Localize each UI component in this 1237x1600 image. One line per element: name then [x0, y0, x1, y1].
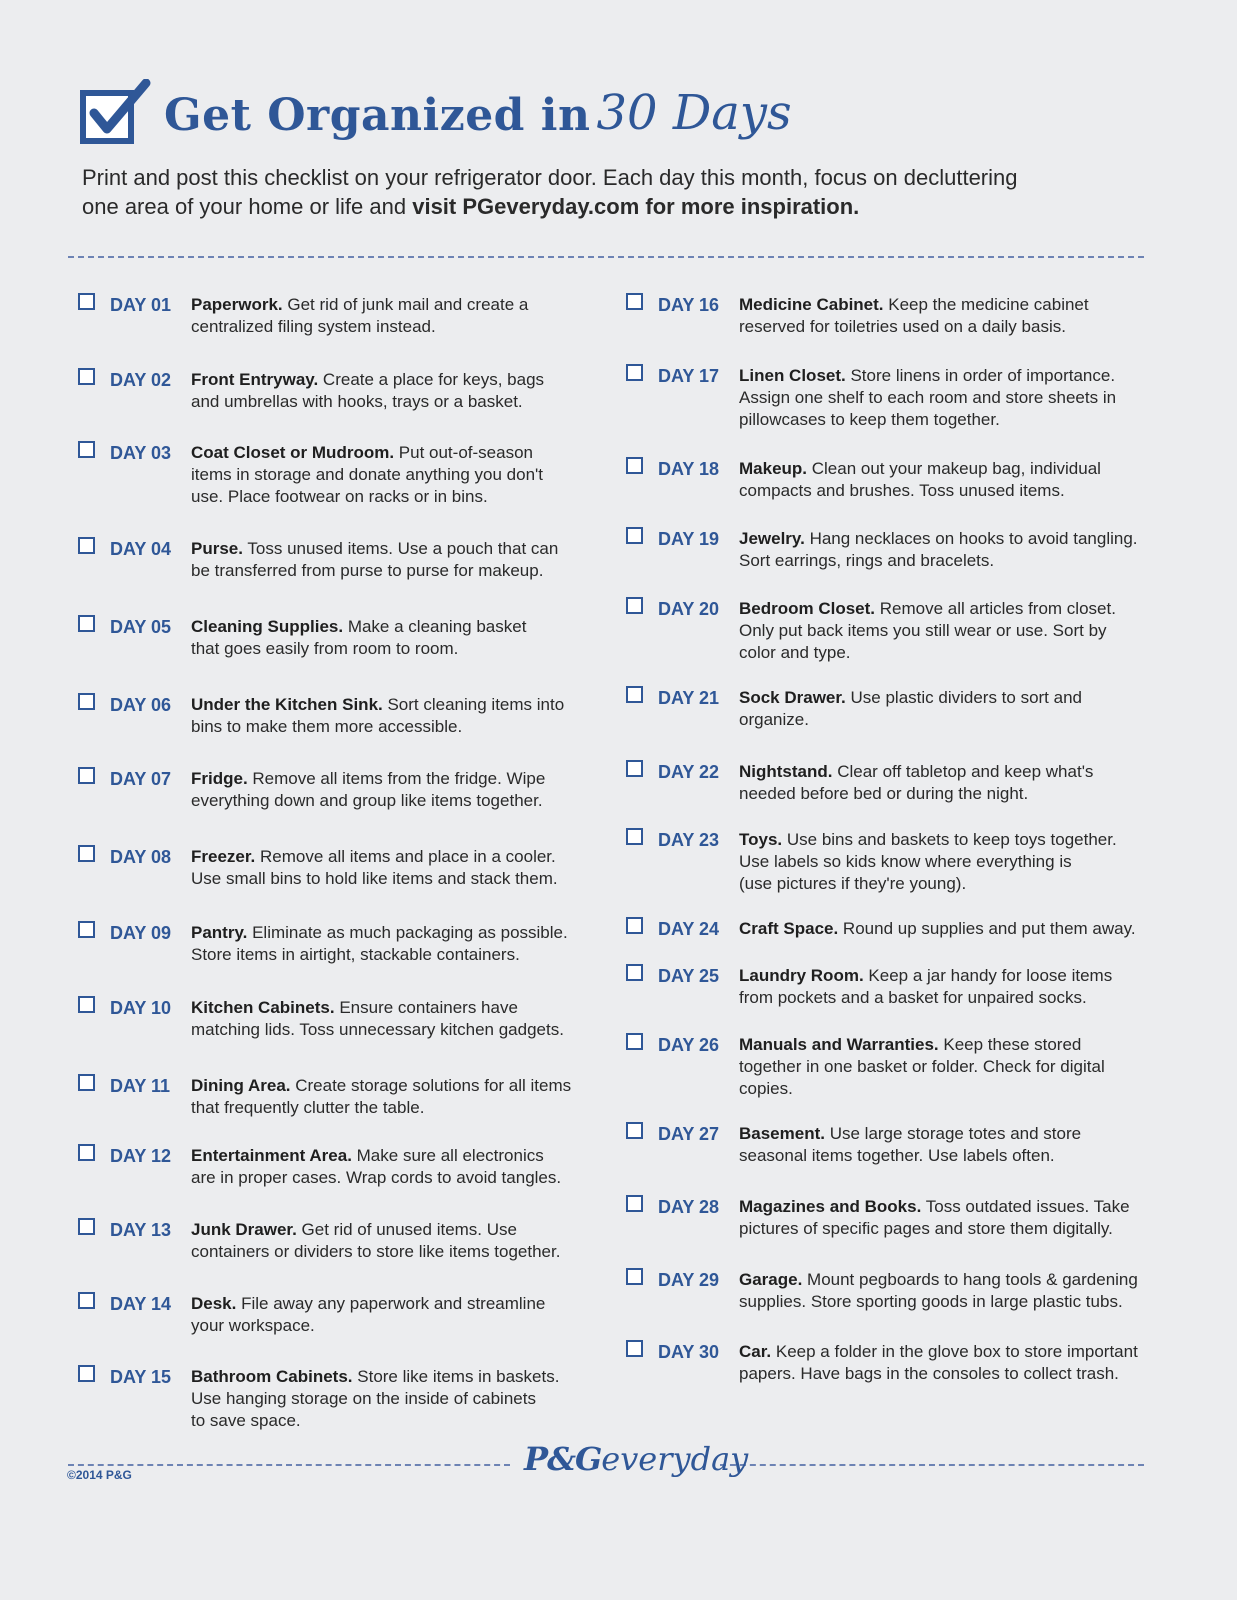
task-description: [739, 1269, 1138, 1313]
intro-line-2-plain: one area of your home or life and: [82, 194, 413, 219]
logo-pg: P&G: [524, 1440, 602, 1478]
day-label: DAY 26: [658, 1035, 720, 1055]
task-first-line: [191, 1293, 545, 1315]
checkbox[interactable]: [626, 364, 643, 381]
task-first-line: [739, 365, 1116, 387]
checkbox[interactable]: [78, 368, 95, 385]
checklist-item: [626, 759, 1093, 805]
day-label: DAY 06: [110, 695, 172, 715]
task-text: Store linens in order of importance.: [845, 366, 1116, 385]
task-title: Fridge.: [191, 769, 248, 788]
footer-divider-left: [68, 1464, 510, 1466]
task-text: Put out-of-season: [394, 443, 533, 462]
checklist-item: [78, 844, 558, 890]
task-title: Paperwork.: [191, 295, 283, 314]
task-text-line: and umbrellas with hooks, trays or a basket.: [191, 392, 523, 411]
task-title: Craft Space.: [739, 919, 839, 938]
intro-text: [82, 163, 1142, 221]
top-divider: [68, 256, 1144, 258]
day-label: DAY 25: [658, 966, 720, 986]
task-text: Eliminate as much packaging as possible.: [247, 923, 568, 942]
checkbox[interactable]: [78, 1144, 95, 1161]
task-first-line: [739, 528, 1138, 550]
checkbox[interactable]: [78, 996, 95, 1013]
checkbox[interactable]: [78, 693, 95, 710]
task-title: Under the Kitchen Sink.: [191, 695, 383, 714]
checkbox[interactable]: [626, 760, 643, 777]
checklist-item: [626, 1267, 1138, 1313]
checklist-item: [78, 614, 526, 660]
checkbox[interactable]: [78, 767, 95, 784]
day-label: DAY 03: [110, 443, 172, 463]
page-title-script: 30 Days: [596, 85, 792, 141]
task-text-line: centralized filing system instead.: [191, 317, 436, 336]
checkbox[interactable]: [626, 686, 643, 703]
day-label: DAY 22: [658, 762, 720, 782]
task-text-line: that frequently clutter the table.: [191, 1098, 425, 1117]
task-title: Nightstand.: [739, 762, 833, 781]
task-text-line: your workspace.: [191, 1316, 315, 1335]
checkbox[interactable]: [78, 921, 95, 938]
task-text-line: from pockets and a basket for unpaired socks.: [739, 988, 1087, 1007]
task-text-line: containers or dividers to store like items together.: [191, 1242, 561, 1261]
checklist-item: [626, 685, 1082, 731]
task-first-line: [739, 598, 1116, 620]
task-first-line: [191, 294, 528, 316]
day-label: DAY 01: [110, 295, 172, 315]
task-text-line: needed before bed or during the night.: [739, 784, 1029, 803]
checkbox[interactable]: [78, 537, 95, 554]
task-first-line: [739, 918, 1136, 940]
day-label: DAY 29: [658, 1270, 720, 1290]
pg-everyday-logo: [524, 1440, 748, 1478]
task-text: Use bins and baskets to keep toys together.: [782, 830, 1117, 849]
task-title: Laundry Room.: [739, 966, 864, 985]
task-first-line: [191, 768, 545, 790]
day-label: DAY 16: [658, 295, 720, 315]
task-text-line: to save space.: [191, 1411, 301, 1430]
task-title: Purse.: [191, 539, 243, 558]
task-title: Front Entryway.: [191, 370, 319, 389]
task-text: Clear off tabletop and keep what's: [832, 762, 1094, 781]
task-text-line: compacts and brushes. Toss unused items.: [739, 481, 1065, 500]
day-label: DAY 19: [658, 529, 720, 549]
task-title: Bedroom Closet.: [739, 599, 876, 618]
checklist-item: [626, 596, 1116, 664]
task-text-line: reserved for toiletries used on a daily basis.: [739, 317, 1066, 336]
task-text: Toss outdated issues. Take: [921, 1197, 1130, 1216]
checklist-item: [626, 963, 1112, 1009]
checklist-item: [78, 440, 543, 508]
task-first-line: [191, 1366, 559, 1388]
checklist-item: [78, 995, 564, 1041]
task-description: [191, 1293, 545, 1337]
checklist-item: [78, 1143, 561, 1189]
day-label: DAY 04: [110, 539, 172, 559]
task-title: Dining Area.: [191, 1076, 291, 1095]
task-description: [191, 1145, 561, 1189]
task-text-line: that goes easily from room to room.: [191, 639, 459, 658]
logo-everyday: everyday: [601, 1440, 749, 1478]
day-label: DAY 13: [110, 1220, 172, 1240]
task-text-line: supplies. Store sporting goods in large plastic tubs.: [739, 1292, 1123, 1311]
task-description: [191, 768, 545, 812]
task-title: Kitchen Cabinets.: [191, 998, 335, 1017]
task-description: [739, 918, 1136, 940]
task-first-line: [191, 1219, 560, 1241]
task-title: Basement.: [739, 1124, 825, 1143]
task-first-line: [191, 1075, 571, 1097]
task-text-line: use. Place footwear on racks or in bins.: [191, 487, 488, 506]
day-label: DAY 07: [110, 769, 172, 789]
day-label: DAY 09: [110, 923, 172, 943]
task-first-line: [191, 997, 564, 1019]
day-label: DAY 24: [658, 919, 720, 939]
task-text: Store like items in baskets.: [352, 1367, 560, 1386]
task-text: Keep a folder in the glove box to store important: [771, 1342, 1138, 1361]
task-title: Manuals and Warranties.: [739, 1035, 939, 1054]
task-title: Coat Closet or Mudroom.: [191, 443, 395, 462]
checkbox[interactable]: [626, 1033, 643, 1050]
checklist-item: [78, 536, 558, 582]
task-first-line: [739, 1269, 1138, 1291]
day-label: DAY 23: [658, 830, 720, 850]
day-label: DAY 15: [110, 1367, 172, 1387]
task-text: Mount pegboards to hang tools & gardening: [802, 1270, 1138, 1289]
task-description: [191, 694, 564, 738]
task-title: Cleaning Supplies.: [191, 617, 344, 636]
day-label: DAY 14: [110, 1294, 172, 1314]
task-first-line: [191, 369, 544, 391]
checklist-item: [626, 827, 1117, 895]
task-title: Entertainment Area.: [191, 1146, 352, 1165]
task-text: Keep a jar handy for loose items: [863, 966, 1113, 985]
task-text: Use plastic dividers to sort and: [845, 688, 1082, 707]
checkbox[interactable]: [78, 1365, 95, 1382]
checkbox[interactable]: [626, 1195, 643, 1212]
checklist-item: [78, 292, 528, 338]
task-title: Bathroom Cabinets.: [191, 1367, 353, 1386]
checkbox[interactable]: [626, 527, 643, 544]
checkbox[interactable]: [626, 597, 643, 614]
checklist-item: [626, 1032, 1105, 1100]
task-first-line: [739, 1123, 1081, 1145]
task-first-line: [739, 1196, 1130, 1218]
task-first-line: [191, 442, 543, 464]
checkbox[interactable]: [626, 917, 643, 934]
task-description: [191, 616, 526, 660]
checklist-item: [626, 916, 1136, 940]
task-text: Remove all items and place in a cooler.: [255, 847, 556, 866]
task-text: Create storage solutions for all items: [290, 1076, 572, 1095]
task-text-line: Use hanging storage on the inside of cabinets: [191, 1389, 536, 1408]
checkbox[interactable]: [78, 441, 95, 458]
task-title: Magazines and Books.: [739, 1197, 922, 1216]
checklist-item: [626, 1339, 1138, 1385]
task-description: [739, 1196, 1130, 1240]
task-text: Clean out your makeup bag, individual: [807, 459, 1101, 478]
checkbox[interactable]: [78, 293, 95, 310]
task-description: [191, 538, 558, 582]
task-description: [191, 1075, 571, 1119]
day-label: DAY 21: [658, 688, 720, 708]
task-text-line: Assign one shelf to each room and store sheets in: [739, 388, 1117, 407]
day-label: DAY 20: [658, 599, 720, 619]
task-text-line: are in proper cases. Wrap cords to avoid tangles.: [191, 1168, 562, 1187]
task-text: Sort cleaning items into: [382, 695, 565, 714]
task-description: [191, 369, 544, 413]
task-title: Toys.: [739, 830, 783, 849]
checkbox[interactable]: [78, 1218, 95, 1235]
task-description: [191, 294, 528, 338]
intro-line-1: Print and post this checklist on your refrigerator door. Each day this month, focus on decluttering: [82, 165, 1018, 190]
task-first-line: [191, 616, 526, 638]
checklist-item: [78, 920, 568, 966]
task-first-line: [191, 694, 564, 716]
task-description: [739, 528, 1138, 572]
checklist-item: [626, 363, 1116, 431]
task-text-line: (use pictures if they're young).: [739, 874, 967, 893]
checklist-item: [78, 1364, 559, 1432]
day-label: DAY 11: [110, 1076, 171, 1096]
intro-line-2: [82, 192, 1142, 221]
checkbox[interactable]: [626, 1122, 643, 1139]
task-text-line: Use small bins to hold like items and stack them.: [191, 869, 558, 888]
task-text: Toss unused items. Use a pouch that can: [242, 539, 559, 558]
task-text-line: Sort earrings, rings and bracelets.: [739, 551, 995, 570]
task-title: Linen Closet.: [739, 366, 846, 385]
task-text-line: pictures of specific pages and store them digitally.: [739, 1219, 1113, 1238]
task-title: Pantry.: [191, 923, 248, 942]
task-first-line: [191, 1145, 561, 1167]
day-label: DAY 18: [658, 459, 720, 479]
checkbox[interactable]: [78, 1074, 95, 1091]
checkbox[interactable]: [626, 1340, 643, 1357]
page-title: Get Organized in: [164, 89, 591, 141]
task-first-line: [739, 458, 1101, 480]
task-description: [739, 598, 1116, 664]
task-text: Hang necklaces on hooks to avoid tangling.: [804, 529, 1138, 548]
task-title: Sock Drawer.: [739, 688, 846, 707]
task-text-line: organize.: [739, 710, 809, 729]
checkbox[interactable]: [626, 1268, 643, 1285]
task-first-line: [191, 922, 568, 944]
checklist-item: [626, 526, 1138, 572]
checklist-item: [78, 1291, 545, 1337]
task-text-line: pillowcases to keep them together.: [739, 410, 1000, 429]
task-description: [739, 687, 1082, 731]
checkbox[interactable]: [78, 615, 95, 632]
task-text-line: Store items in airtight, stackable containers.: [191, 945, 520, 964]
task-text: Use large storage totes and store: [824, 1124, 1082, 1143]
task-text: Make sure all electronics: [351, 1146, 544, 1165]
checklist-item: [78, 692, 564, 738]
task-description: [739, 365, 1116, 431]
task-description: [191, 922, 568, 966]
task-text: Remove all articles from closet.: [875, 599, 1116, 618]
task-title: Garage.: [739, 1270, 803, 1289]
task-first-line: [739, 1034, 1105, 1056]
day-label: DAY 12: [110, 1146, 172, 1166]
task-first-line: [739, 761, 1093, 783]
task-description: [739, 458, 1101, 502]
task-text-line: together in one basket or folder. Check for digital: [739, 1057, 1105, 1076]
task-description: [191, 846, 558, 890]
task-title: Car.: [739, 1342, 772, 1361]
task-text: Get rid of unused items. Use: [296, 1220, 517, 1239]
task-text: Get rid of junk mail and create a: [282, 295, 529, 314]
task-title: Desk.: [191, 1294, 237, 1313]
task-description: [739, 829, 1117, 895]
task-title: Freezer.: [191, 847, 256, 866]
task-text: Remove all items from the fridge. Wipe: [247, 769, 546, 788]
task-text: Keep the medicine cabinet: [883, 295, 1089, 314]
task-description: [739, 1123, 1081, 1167]
task-title: Medicine Cabinet.: [739, 295, 884, 314]
day-label: DAY 08: [110, 847, 172, 867]
task-description: [191, 442, 543, 508]
task-description: [739, 1034, 1105, 1100]
task-text-line: matching lids. Toss unnecessary kitchen gadgets.: [191, 1020, 564, 1039]
checkbox[interactable]: [78, 845, 95, 862]
task-text-line: items in storage and donate anything you don't: [191, 465, 543, 484]
task-text: Make a cleaning basket: [343, 617, 527, 636]
task-text: Keep these stored: [938, 1035, 1082, 1054]
copyright: ©2014 P&G: [67, 1468, 132, 1482]
day-label: DAY 10: [110, 998, 172, 1018]
task-text: Create a place for keys, bags: [318, 370, 545, 389]
task-title: Junk Drawer.: [191, 1220, 297, 1239]
task-text: File away any paperwork and streamline: [236, 1294, 546, 1313]
checklist-item: [78, 1217, 560, 1263]
task-description: [191, 1366, 559, 1432]
task-description: [739, 294, 1089, 338]
task-first-line: [739, 965, 1112, 987]
day-label: DAY 17: [658, 366, 720, 386]
checklist-item: [626, 1194, 1130, 1240]
checkbox[interactable]: [78, 1292, 95, 1309]
task-text-line: seasonal items together. Use labels often.: [739, 1146, 1055, 1165]
task-description: [739, 761, 1093, 805]
day-label: DAY 27: [658, 1124, 720, 1144]
task-text-line: bins to make them more accessible.: [191, 717, 463, 736]
task-first-line: [739, 294, 1089, 316]
task-text: Round up supplies and put them away.: [838, 919, 1136, 938]
checklist-item: [78, 766, 545, 812]
checklist-item: [78, 367, 544, 413]
task-first-line: [739, 829, 1117, 851]
checkbox-check-icon: [80, 79, 154, 145]
task-text-line: copies.: [739, 1079, 793, 1098]
checkbox[interactable]: [626, 964, 643, 981]
footer-divider-right: [720, 1464, 1144, 1466]
intro-line-2-bold: visit PGeveryday.com for more inspiration.: [412, 194, 860, 219]
task-text-line: papers. Have bags in the consoles to collect trash.: [739, 1364, 1119, 1383]
task-title: Jewelry.: [739, 529, 805, 548]
checklist-item: [626, 1121, 1081, 1167]
checkbox[interactable]: [626, 828, 643, 845]
checklist-item: [626, 456, 1101, 502]
task-text: Ensure containers have: [334, 998, 518, 1017]
task-text-line: color and type.: [739, 643, 851, 662]
task-title: Makeup.: [739, 459, 808, 478]
day-label: DAY 28: [658, 1197, 720, 1217]
checkbox[interactable]: [626, 457, 643, 474]
task-description: [739, 965, 1112, 1009]
task-text-line: everything down and group like items together.: [191, 791, 543, 810]
checkbox[interactable]: [626, 293, 643, 310]
task-description: [739, 1341, 1138, 1385]
task-first-line: [739, 687, 1082, 709]
task-text-line: be transferred from purse to purse for makeup.: [191, 561, 544, 580]
task-description: [191, 997, 564, 1041]
task-text-line: Use labels so kids know where everything is: [739, 852, 1072, 871]
day-label: DAY 05: [110, 617, 172, 637]
task-first-line: [191, 538, 558, 560]
task-text-line: Only put back items you still wear or use. Sort by: [739, 621, 1107, 640]
task-description: [191, 1219, 560, 1263]
checklist-item: [78, 1073, 571, 1119]
task-first-line: [191, 846, 558, 868]
day-label: DAY 02: [110, 370, 172, 390]
day-label: DAY 30: [658, 1342, 720, 1362]
header: [80, 72, 792, 152]
checklist-item: [626, 292, 1089, 338]
task-first-line: [739, 1341, 1138, 1363]
